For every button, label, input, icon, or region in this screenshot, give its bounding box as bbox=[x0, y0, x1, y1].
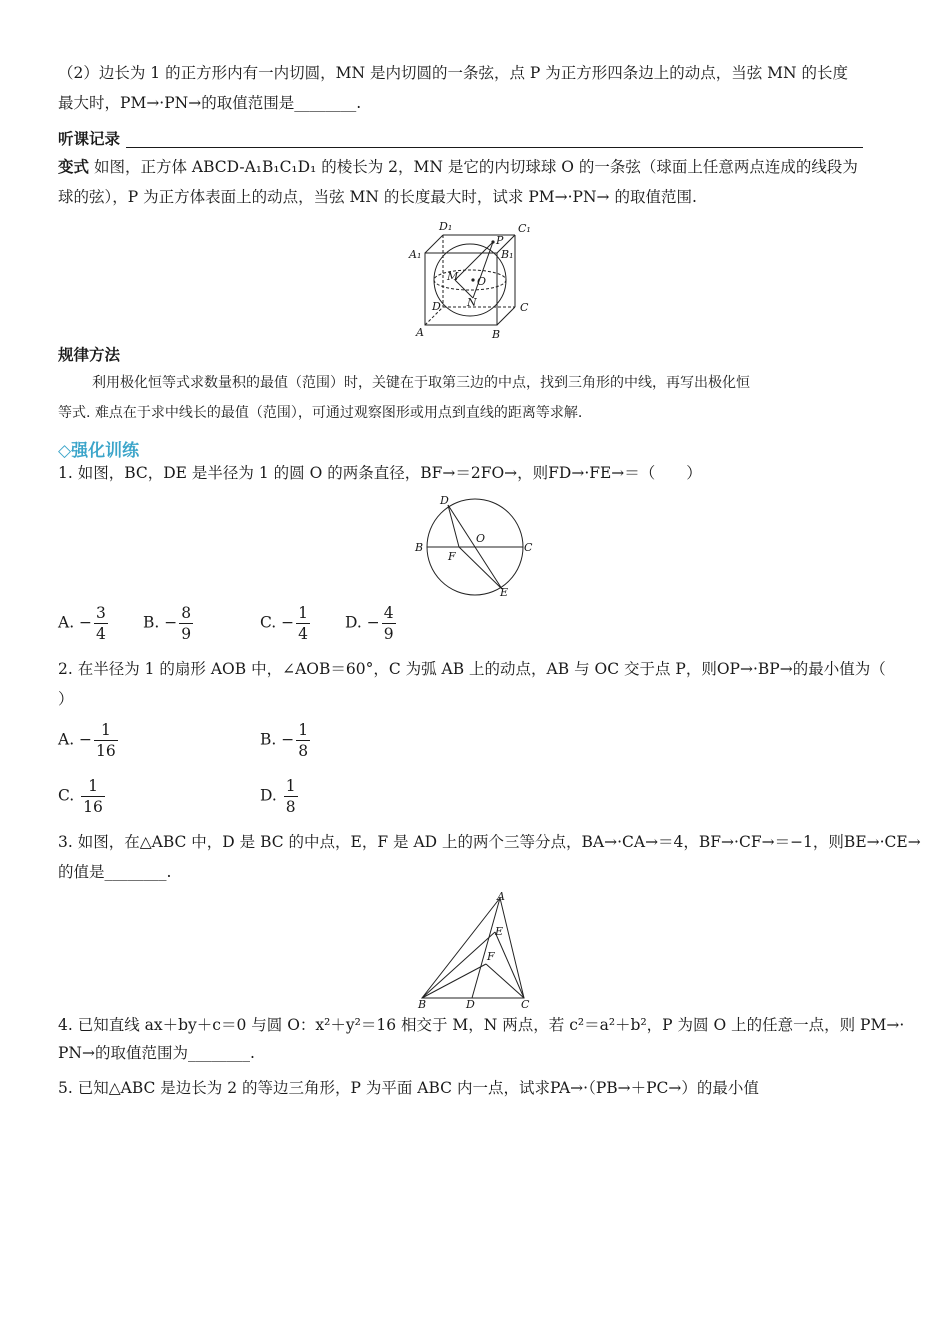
q1-label-b: B bbox=[415, 541, 424, 554]
q1-stem: 1. 如图，BC，DE 是半径为 1 的圆 O 的两条直径，BF→＝2FO→，则FD→·FE→＝（ ） bbox=[58, 464, 702, 482]
q2-option-c-den: 16 bbox=[83, 798, 103, 816]
variant-line1 bbox=[58, 156, 888, 178]
q1-circle-figure bbox=[412, 490, 538, 598]
q1-option-a-num: 3 bbox=[96, 604, 106, 622]
q2-option-c-num: 1 bbox=[81, 776, 105, 797]
variant-label: 变式 bbox=[58, 158, 90, 176]
q4-stem-tail: PN→的取值范围为________. bbox=[58, 1044, 255, 1062]
method-line1: 利用极化恒等式求数量积的最值（范围）时，关键在于取第三边的中点，找到三角形的中线，再写出极化恒 bbox=[92, 375, 750, 391]
label-b1: B₁ bbox=[501, 248, 514, 261]
variant-text1: 如图，正方体 ABCD-A₁B₁C₁D₁ 的棱长为 2，MN 是它的内切球球 O 的一条弦（球面上任意两点连成的线段为 bbox=[93, 158, 858, 176]
q3-label-e: E bbox=[495, 925, 504, 938]
q2-option-c-label: C. bbox=[58, 786, 80, 805]
q3-stem: 3. 如图，在△ABC 中，D 是 BC 的中点，E，F 是 AD 上的两个三等分点，BA→·CA→＝4，BF→·CF→＝−1，则BE→·CE→ bbox=[58, 833, 921, 851]
q2-option-d-label: D. bbox=[260, 786, 282, 805]
q1-option-a-frac bbox=[94, 603, 108, 644]
q1-label-f: F bbox=[448, 550, 456, 563]
q1-option-d[interactable] bbox=[345, 603, 398, 644]
label-a1: A₁ bbox=[409, 248, 422, 261]
training-title: ◇强化训练 bbox=[58, 441, 140, 461]
method-title: 规律方法 bbox=[58, 346, 121, 364]
triangle-abc bbox=[422, 898, 524, 998]
q2-option-b-label: B. − bbox=[260, 730, 295, 749]
q1-option-b-label: B. − bbox=[143, 613, 178, 632]
q2-option-b-den: 8 bbox=[298, 742, 309, 760]
point-o-dot bbox=[471, 278, 474, 281]
q2-option-d[interactable] bbox=[260, 776, 300, 817]
q2-stem: 2. 在半径为 1 的扇形 AOB 中，∠AOB＝60°，C 为弧 AB 上的动点，AB 与 OC 交于点 P，则OP→·BP→的最小值为（ bbox=[58, 660, 886, 678]
variant-line2: 球的弦），P 为正方体表面上的动点，当弦 MN 的长度最大时，试求 PM→·PN→ 的取值范围. bbox=[58, 188, 697, 206]
q3-label-f: F bbox=[487, 950, 495, 963]
q2-option-a[interactable] bbox=[58, 720, 120, 761]
q1-option-d-den: 9 bbox=[383, 625, 394, 643]
cube-edge-a1d1 bbox=[425, 235, 443, 253]
label-c1: C₁ bbox=[518, 222, 531, 235]
q2-option-a-label: A. − bbox=[58, 730, 93, 749]
label-c: C bbox=[520, 301, 529, 314]
q3-label-c: C bbox=[521, 998, 530, 1010]
segment-fd bbox=[448, 505, 459, 547]
q1-option-b-num: 8 bbox=[181, 604, 192, 622]
q1-option-b-den: 9 bbox=[181, 625, 192, 643]
notes-label: 听课记录 bbox=[58, 130, 121, 148]
segment-ce bbox=[495, 932, 524, 998]
cube-sphere-figure bbox=[405, 218, 545, 342]
q2-option-d-den: 8 bbox=[285, 798, 296, 816]
label-a: A bbox=[416, 326, 424, 339]
q1-option-b[interactable] bbox=[143, 603, 195, 644]
label-m: M bbox=[447, 270, 459, 283]
q2-stem-close: ） bbox=[58, 690, 74, 708]
q5-stem: 5. 已知△ABC 是边长为 2 的等边三角形，P 为平面 ABC 内一点，试求PA→·（PB→＋PC→）的最小值 bbox=[58, 1079, 759, 1097]
segment-pm bbox=[455, 242, 493, 280]
q1-label-c: C bbox=[524, 541, 533, 554]
q1-option-c[interactable] bbox=[260, 603, 312, 644]
q2-option-a-den: 16 bbox=[96, 742, 116, 760]
q3-label-d: D bbox=[466, 998, 475, 1010]
label-p: P bbox=[496, 234, 504, 247]
q3-stem-tail: 的值是________. bbox=[58, 863, 172, 881]
q1-option-b-frac bbox=[179, 603, 193, 644]
q2-option-b[interactable] bbox=[260, 720, 312, 761]
q1-option-a[interactable] bbox=[58, 603, 110, 644]
q3-label-a: A bbox=[497, 890, 505, 903]
q1-option-c-den: 4 bbox=[298, 625, 309, 643]
cube-edge-bc bbox=[497, 307, 515, 325]
q1-option-c-label: C. − bbox=[260, 613, 295, 632]
q3-label-b: B bbox=[418, 998, 427, 1010]
q3-triangle-figure bbox=[412, 890, 538, 1010]
q2-option-a-num: 1 bbox=[94, 720, 118, 741]
label-d1: D₁ bbox=[439, 220, 453, 233]
q1-option-c-num: 1 bbox=[298, 604, 309, 622]
point-p-dot bbox=[491, 240, 494, 243]
median-ad bbox=[472, 898, 500, 998]
label-n: N bbox=[467, 296, 477, 309]
q2-option-d-frac bbox=[284, 776, 298, 817]
segment-cf bbox=[486, 964, 524, 998]
q2-option-a-frac bbox=[94, 720, 118, 761]
q4-stem: 4. 已知直线 ax＋by＋c＝0 与圆 O：x²＋y²＝16 相交于 M，N 两点，若 c²＝a²＋b²，P 为圆 O 上的任意一点，则 PM→· bbox=[58, 1016, 905, 1034]
q1-option-c-frac bbox=[296, 603, 310, 644]
problem2-line2-prefix: 最大时， bbox=[58, 94, 121, 112]
sphere-equator bbox=[434, 270, 506, 290]
q1-option-d-num: 4 bbox=[383, 604, 394, 622]
q1-label-o: O bbox=[476, 532, 486, 545]
q1-label-e: E bbox=[500, 586, 509, 598]
label-o: O bbox=[477, 275, 487, 288]
problem2-vector-expr: PM→·PN→ bbox=[120, 94, 202, 112]
problem2-line2 bbox=[58, 92, 888, 114]
q1-option-a-label: A. − bbox=[58, 613, 93, 632]
notes-rule bbox=[126, 147, 863, 148]
label-d: D bbox=[432, 300, 441, 313]
segment-fe bbox=[459, 547, 502, 589]
label-b: B bbox=[492, 328, 501, 341]
problem2-line1: （2）边长为 1 的正方形内有一内切圆，MN 是内切圆的一条弦，点 P 为正方形四条边上的动点，当弦 MN 的长度 bbox=[58, 64, 849, 82]
q2-option-d-num: 1 bbox=[285, 777, 296, 795]
q2-option-c[interactable] bbox=[58, 776, 107, 817]
q1-option-d-label: D. − bbox=[345, 613, 380, 632]
problem2-line2-suffix: 的取值范围是________. bbox=[201, 94, 362, 112]
method-line2: 等式. 难点在于求中线长的最值（范围），可通过观察图形或用点到直线的距离等求解. bbox=[58, 405, 583, 421]
q2-option-b-frac bbox=[296, 720, 310, 761]
q1-option-a-den: 4 bbox=[96, 625, 106, 643]
q2-option-c-frac bbox=[81, 776, 105, 817]
q1-label-d: D bbox=[440, 494, 449, 507]
q2-option-b-num: 1 bbox=[298, 721, 309, 739]
q1-option-d-frac bbox=[382, 603, 396, 644]
